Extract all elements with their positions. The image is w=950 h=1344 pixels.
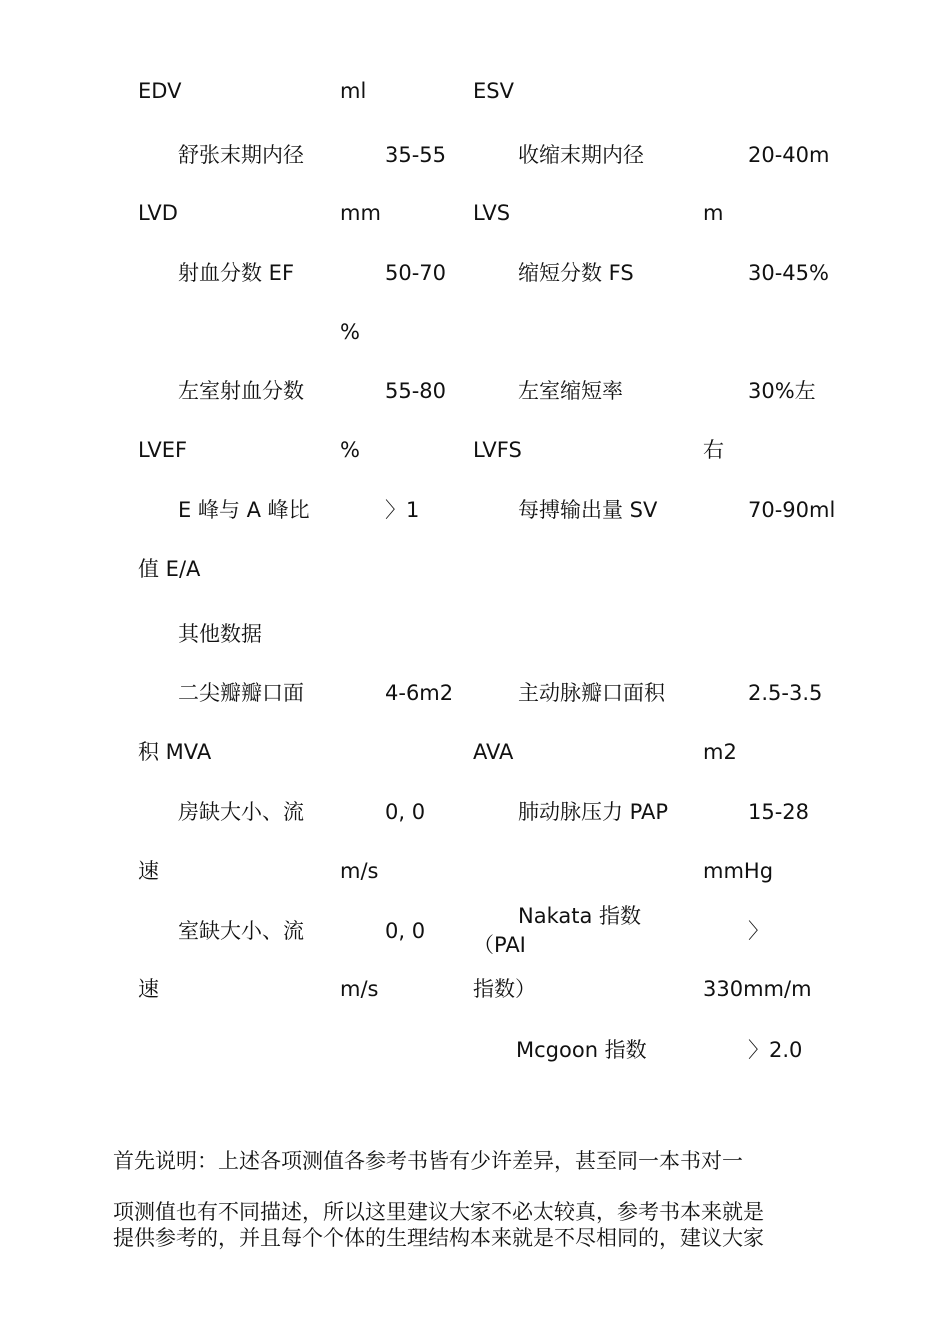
cell-r13-c1: 房缺大小、流 bbox=[178, 800, 304, 824]
cell-r3-c3: LVS bbox=[473, 201, 511, 225]
cell-r16-c1: 速 bbox=[138, 977, 159, 1001]
cell-r11-c2: 4-6m2 bbox=[385, 681, 454, 705]
cell-r1-c2: ml bbox=[340, 79, 367, 103]
cell-r14-c1: 速 bbox=[138, 859, 159, 883]
cell-r6-c4: 30%左 bbox=[748, 379, 816, 403]
cell-r16-c3: 指数） bbox=[473, 977, 536, 1001]
cell-r13-c2: 0, 0 bbox=[385, 800, 426, 824]
cell-r6-c3: 左室缩短率 bbox=[518, 379, 623, 403]
cell-r11-c4: 2.5-3.5 bbox=[748, 681, 823, 705]
cell-r3-c4: m bbox=[703, 201, 724, 225]
cell-r6-c2: 55-80 bbox=[385, 379, 447, 403]
cell-r3-c2: mm bbox=[340, 201, 381, 225]
cell-r15-c1: 室缺大小、流 bbox=[178, 919, 304, 943]
cell-r17-c3: Mcgoon 指数 bbox=[516, 1038, 647, 1062]
cell-r4-c3: 缩短分数 FS bbox=[518, 261, 634, 285]
cell-r6-c1: 左室射血分数 bbox=[178, 379, 304, 403]
cell-r12-c3: AVA bbox=[473, 740, 514, 764]
cell-r7-c2: % bbox=[340, 438, 360, 462]
cell-r8-c3: 每搏输出量 SV bbox=[518, 498, 658, 522]
cell-r15-c2: 0, 0 bbox=[385, 919, 426, 943]
cell-r7-c3: LVFS bbox=[473, 438, 522, 462]
cell-r4-c1: 射血分数 EF bbox=[178, 261, 295, 285]
cell-r12-c1: 积 MVA bbox=[138, 740, 212, 764]
cell-r5-c2: % bbox=[340, 320, 360, 344]
cell-r15-c3a: Nakata 指数 bbox=[518, 904, 642, 928]
cell-r11-c1: 二尖瓣瓣口面 bbox=[178, 681, 304, 705]
cell-r1-c1: EDV bbox=[138, 79, 182, 103]
note-line-1: 首先说明：上述各项测值各参考书皆有少许差异，甚至同一本书对一 bbox=[113, 1149, 743, 1173]
cell-r9-c1: 值 E/A bbox=[138, 557, 201, 581]
cell-r13-c4: 15-28 bbox=[748, 800, 810, 824]
cell-r16-c4: 330mm/m bbox=[703, 977, 812, 1001]
section-heading-other-data: 其他数据 bbox=[178, 622, 262, 646]
cell-r2-c1: 舒张末期内径 bbox=[178, 143, 304, 167]
cell-r3-c1: LVD bbox=[138, 201, 178, 225]
cell-r12-c4: m2 bbox=[703, 740, 737, 764]
cell-r7-c1: LVEF bbox=[138, 438, 188, 462]
cell-r15-c3b: （PAI bbox=[473, 933, 526, 957]
cell-r1-c3: ESV bbox=[473, 79, 514, 103]
cell-r2-c3: 收缩末期内径 bbox=[518, 143, 644, 167]
cell-r14-c2: m/s bbox=[340, 859, 379, 883]
note-line-2: 项测值也有不同描述，所以这里建议大家不必太较真，参考书本来就是 bbox=[113, 1200, 764, 1224]
cell-r2-c4: 20-40m bbox=[748, 143, 830, 167]
cell-r14-c4: mmHg bbox=[703, 859, 774, 883]
cell-r8-c2: 〉1 bbox=[385, 498, 420, 522]
cell-r8-c1: E 峰与 A 峰比 bbox=[178, 498, 310, 522]
cell-r7-c4: 右 bbox=[703, 438, 724, 462]
cell-r17-c4: 〉2.0 bbox=[748, 1038, 803, 1062]
cell-r8-c4: 70-90ml bbox=[748, 498, 836, 522]
cell-r2-c2: 35-55 bbox=[385, 143, 447, 167]
cell-r4-c2: 50-70 bbox=[385, 261, 447, 285]
note-line-3: 提供参考的，并且每个个体的生理结构本来就是不尽相同的，建议大家 bbox=[113, 1226, 764, 1250]
cell-r16-c2: m/s bbox=[340, 977, 379, 1001]
cell-r11-c3: 主动脉瓣口面积 bbox=[518, 681, 665, 705]
cell-r15-c4: 〉 bbox=[748, 919, 769, 943]
cell-r13-c3: 肺动脉压力 PAP bbox=[518, 800, 669, 824]
cell-r4-c4: 30-45% bbox=[748, 261, 829, 285]
